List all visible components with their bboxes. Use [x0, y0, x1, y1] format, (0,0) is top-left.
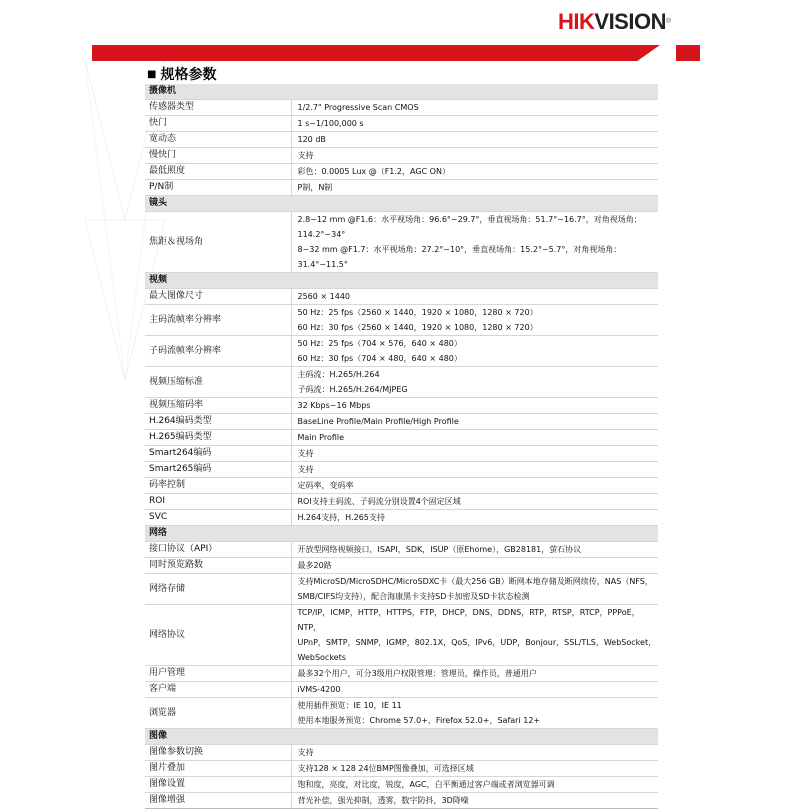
category-row — [145, 729, 658, 745]
spec-label: 同时预览路数 — [145, 558, 291, 574]
spec-row — [145, 116, 658, 132]
category-row — [145, 273, 658, 289]
spec-label: H.264编码类型 — [145, 414, 291, 430]
spec-row — [145, 666, 658, 682]
spec-label: 主码流帧率分辨率 — [145, 305, 291, 336]
spec-value: 定码率，变码率 — [291, 478, 658, 494]
spec-label: P/N制 — [145, 180, 291, 196]
spec-row — [145, 398, 658, 414]
spec-table-body — [145, 84, 658, 809]
spec-label: 慢快门 — [145, 148, 291, 164]
spec-row — [145, 494, 658, 510]
spec-label: 焦距＆视场角 — [145, 212, 291, 273]
spec-value: 使用本地服务预览：Chrome 57.0+，Firefox 52.0+，Safari 12+ — [291, 713, 658, 729]
spec-value: 1 s~1/100,000 s — [291, 116, 658, 132]
spec-label: 图像参数切换 — [145, 745, 291, 761]
spec-row — [145, 793, 658, 809]
spec-row — [145, 574, 658, 590]
spec-row — [145, 745, 658, 761]
spec-label: 子码流帧率分辨率 — [145, 336, 291, 367]
spec-value: 支持 — [291, 745, 658, 761]
spec-value: 主码流：H.265/H.264 — [291, 367, 658, 383]
spec-label: 传感器类型 — [145, 100, 291, 116]
spec-value: 开放型网络视频接口，ISAPI，SDK，ISUP（原Ehome），GB28181，萤石协议 — [291, 542, 658, 558]
category-label: 摄像机 — [145, 84, 658, 100]
category-row — [145, 84, 658, 100]
spec-row — [145, 605, 658, 636]
title-text: 规格参数 — [160, 67, 217, 83]
title-bullet: ■ — [147, 69, 157, 80]
spec-label: 网络协议 — [145, 605, 291, 666]
spec-value: 饱和度，亮度，对比度，锐度，AGC，白平衡通过客户端或者浏览器可调 — [291, 777, 658, 793]
spec-row — [145, 446, 658, 462]
spec-label: 视频压缩标准 — [145, 367, 291, 398]
spec-row — [145, 305, 658, 321]
spec-row — [145, 462, 658, 478]
spec-row — [145, 430, 658, 446]
page-title — [147, 66, 216, 86]
category-label: 图像 — [145, 729, 658, 745]
spec-label: H.265编码类型 — [145, 430, 291, 446]
spec-label: 码率控制 — [145, 478, 291, 494]
spec-value: iVMS-4200 — [291, 682, 658, 698]
category-label: 镜头 — [145, 196, 658, 212]
spec-value: 8~32 mm @F1.7：水平视场角：27.2°~10°，垂直视场角：15.2°~5.7°，对角视场角：31.4°~11.5° — [291, 242, 658, 273]
spec-row — [145, 148, 658, 164]
spec-label: ROI — [145, 494, 291, 510]
spec-value: 使用插件预览：IE 10，IE 11 — [291, 698, 658, 714]
category-label: 视频 — [145, 273, 658, 289]
spec-label: 客户端 — [145, 682, 291, 698]
spec-label: 图像增强 — [145, 793, 291, 809]
spec-value: 支持128 × 128 24位BMP图像叠加，可选择区域 — [291, 761, 658, 777]
spec-value: BaseLine Profile/Main Profile/High Profile — [291, 414, 658, 430]
spec-value: 2560 × 1440 — [291, 289, 658, 305]
spec-label: SVC — [145, 510, 291, 526]
spec-row — [145, 478, 658, 494]
spec-row — [145, 212, 658, 228]
spec-value: 32 Kbps~16 Mbps — [291, 398, 658, 414]
spec-label: 用户管理 — [145, 666, 291, 682]
spec-row — [145, 132, 658, 148]
spec-value: P制，N制 — [291, 180, 658, 196]
spec-row — [145, 100, 658, 116]
category-row — [145, 526, 658, 542]
category-row — [145, 196, 658, 212]
spec-value: 50 Hz：25 fps（2560 × 1440，1920 × 1080，1280 × 720） — [291, 305, 658, 321]
spec-value: 支持 — [291, 462, 658, 478]
spec-row — [145, 761, 658, 777]
logo-part2: VISION — [594, 9, 666, 34]
spec-label: 视频压缩码率 — [145, 398, 291, 414]
spec-value: TCP/IP，ICMP，HTTP，HTTPS，FTP，DHCP，DNS，DDNS，RTP，RTSP，RTCP，PPPoE，NTP， — [291, 605, 658, 636]
spec-row — [145, 367, 658, 383]
spec-value: Main Profile — [291, 430, 658, 446]
header-red-cap — [676, 45, 700, 61]
logo-part1: HIK — [558, 9, 595, 34]
spec-label: 网络存储 — [145, 574, 291, 605]
spec-row — [145, 542, 658, 558]
spec-value: 子码流：H.265/H.264/MJPEG — [291, 382, 658, 398]
spec-row — [145, 164, 658, 180]
spec-value: 支持MicroSD/MicroSDHC/MicroSDXC卡（最大256 GB）断网本地存储及断网续传，NAS（NFS， — [291, 574, 658, 590]
spec-label: 图片叠加 — [145, 761, 291, 777]
spec-value: SMB/CIFS均支持），配合海康黑卡支持SD卡加密及SD卡状态检测 — [291, 589, 658, 605]
spec-value: 50 Hz：25 fps（704 × 576，640 × 480） — [291, 336, 658, 352]
spec-value: 114.2°~34° — [291, 227, 658, 242]
spec-value: 支持 — [291, 148, 658, 164]
spec-row — [145, 289, 658, 305]
spec-row — [145, 558, 658, 574]
header-red-bar — [92, 45, 660, 61]
registered-mark: ® — [665, 18, 671, 25]
spec-value: 彩色：0.0005 Lux @（F1.2，AGC ON） — [291, 164, 658, 180]
spec-value: 60 Hz：30 fps（704 × 480，640 × 480） — [291, 351, 658, 367]
spec-label: Smart264编码 — [145, 446, 291, 462]
hikvision-logo — [558, 9, 671, 35]
spec-label: 宽动态 — [145, 132, 291, 148]
spec-row — [145, 180, 658, 196]
spec-value: 120 dB — [291, 132, 658, 148]
spec-label: 浏览器 — [145, 698, 291, 729]
spec-row — [145, 698, 658, 714]
spec-value: 最多32个用户，可分3级用户权限管理：管理员，操作员，普通用户 — [291, 666, 658, 682]
spec-value: 最多20路 — [291, 558, 658, 574]
spec-row — [145, 682, 658, 698]
spec-row — [145, 510, 658, 526]
spec-value: UPnP，SMTP，SNMP，IGMP，802.1X，QoS，IPv6，UDP，Bonjour，SSL/TLS，WebSocket， — [291, 635, 658, 650]
spec-row — [145, 414, 658, 430]
spec-label: 图像设置 — [145, 777, 291, 793]
spec-label: 最大图像尺寸 — [145, 289, 291, 305]
spec-row — [145, 336, 658, 352]
spec-label: 最低照度 — [145, 164, 291, 180]
spec-value: 背光补偿，强光抑制，透雾，数字防抖，3D降噪 — [291, 793, 658, 809]
spec-value: H.264支持，H.265支持 — [291, 510, 658, 526]
category-label: 网络 — [145, 526, 658, 542]
spec-value: 1/2.7" Progressive Scan CMOS — [291, 100, 658, 116]
spec-table — [145, 84, 658, 809]
spec-value: 60 Hz：30 fps（2560 × 1440，1920 × 1080，1280 × 720） — [291, 320, 658, 336]
spec-label: 快门 — [145, 116, 291, 132]
spec-value: 支持 — [291, 446, 658, 462]
spec-row — [145, 777, 658, 793]
spec-value: ROI支持主码流、子码流分别设置4个固定区域 — [291, 494, 658, 510]
spec-value: 2.8~12 mm @F1.6：水平视场角：96.6°~29.7°，垂直视场角：51.7°~16.7°，对角视场角： — [291, 212, 658, 228]
spec-label: Smart265编码 — [145, 462, 291, 478]
spec-label: 接口协议（API） — [145, 542, 291, 558]
spec-value: WebSockets — [291, 650, 658, 666]
